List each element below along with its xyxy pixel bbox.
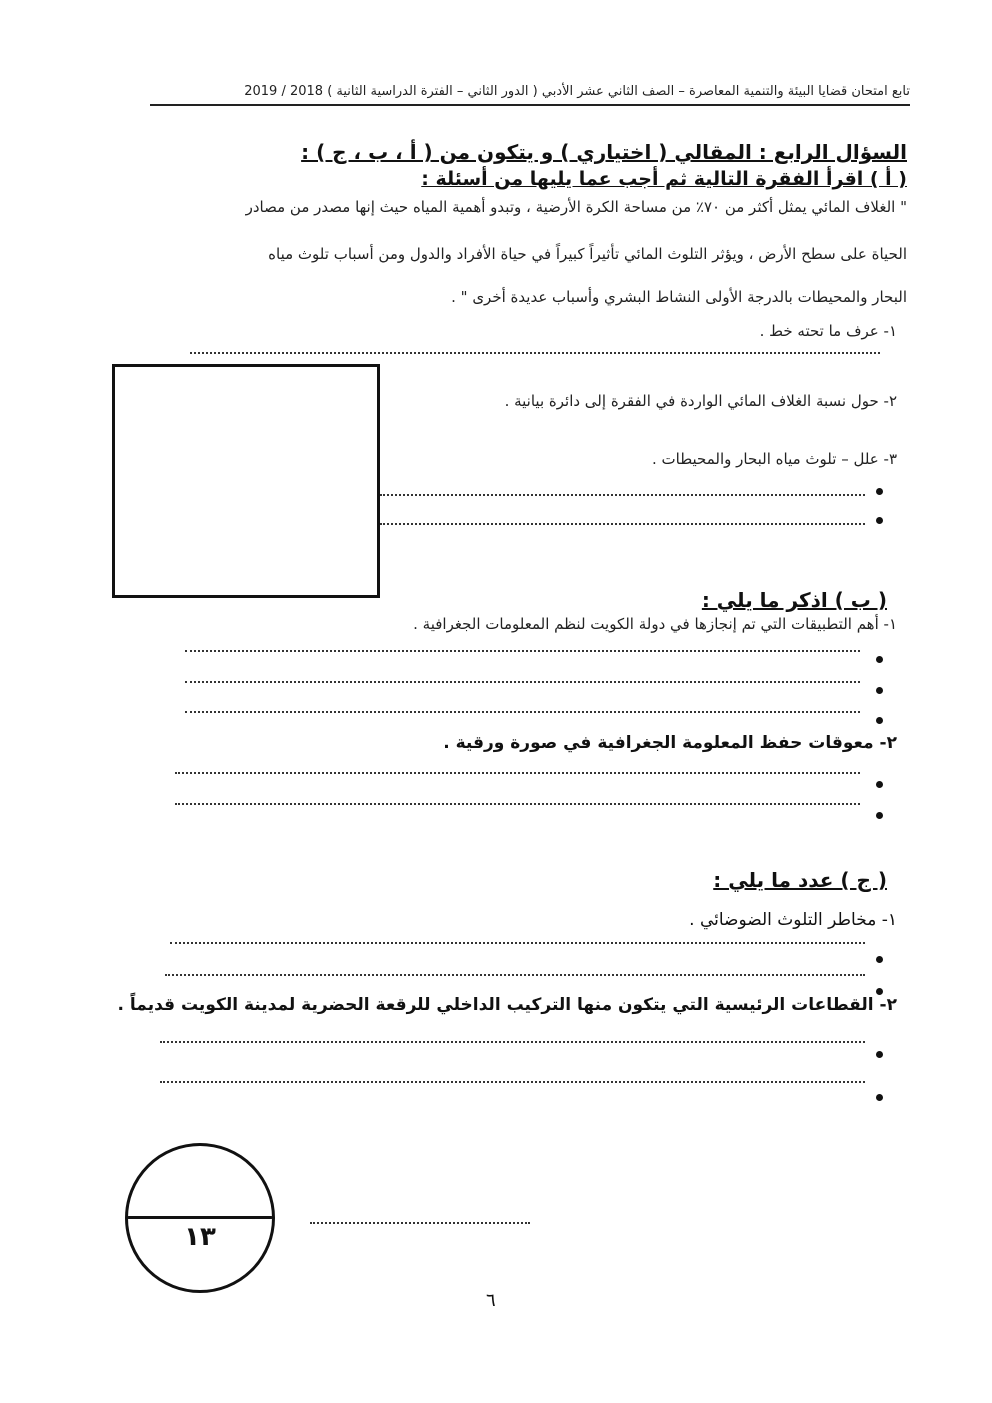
section-a-title: ( أ ) اقرأ الفقرة التالية ثم أجب عما يليها من أسئلة :	[421, 168, 907, 190]
score-entry-line[interactable]	[310, 1222, 530, 1224]
bullet-icon	[876, 717, 883, 724]
answer-line[interactable]	[170, 942, 865, 944]
section-c-title: ( ج ) عدد ما يلي :	[713, 868, 887, 892]
answer-line[interactable]	[175, 772, 860, 774]
section-b-q2: ٢- معوقات حفظ المعلومة الجغرافية في صورة ورقية .	[443, 733, 897, 753]
answer-line[interactable]	[380, 523, 865, 525]
answer-line[interactable]	[185, 711, 860, 713]
score-divider	[128, 1216, 272, 1219]
answer-line[interactable]	[190, 352, 880, 354]
header-divider	[150, 104, 910, 106]
bullet-icon	[876, 687, 883, 694]
paragraph-line-1: " الغلاف المائي يمثل أكثر من ٧٠٪ من مساحة الكرة الأرضية ، وتبدو أهمية المياه حيث إنها مصدر من مصادر	[245, 198, 907, 216]
score-circle	[125, 1143, 275, 1293]
bullet-icon	[876, 488, 883, 495]
bullet-icon	[876, 1051, 883, 1058]
section-b-q1: ١- أهم التطبيقات التي تم إنجازها في دولة الكويت لنظم المعلومات الجغرافية .	[413, 615, 897, 633]
question-title: السؤال الرابع : المقالي ( اختياري ) و يتكون من ( أ ، ب ، ج ) :	[301, 140, 907, 164]
answer-line[interactable]	[175, 803, 860, 805]
answer-line[interactable]	[380, 494, 865, 496]
bullet-icon	[876, 988, 883, 995]
answer-line[interactable]	[160, 1081, 865, 1083]
pie-chart-answer-box[interactable]	[112, 364, 380, 598]
section-c-q2: ٢- القطاعات الرئيسية التي يتكون منها التركيب الداخلي للرقعة الحضرية لمدينة الكويت قديماً .	[117, 995, 897, 1015]
answer-line[interactable]	[160, 1041, 865, 1043]
section-a-q2: ٢- حول نسبة الغلاف المائي الواردة في الفقرة إلى دائرة بيانية .	[504, 392, 897, 410]
answer-line[interactable]	[185, 650, 860, 652]
bullet-icon	[876, 1094, 883, 1101]
bullet-icon	[876, 781, 883, 788]
bullet-icon	[876, 956, 883, 963]
exam-header: تابع امتحان قضايا البيئة والتنمية المعاصرة – الصف الثاني عشر الأدبي ( الدور الثاني – الفترة الدراسية الثانية ) 2018 / 2019	[244, 84, 910, 99]
section-a-q1: ١- عرف ما تحته خط .	[759, 322, 897, 340]
section-c-q1: ١- مخاطر التلوث الضوضائي .	[689, 910, 897, 930]
paragraph-line-2: الحياة على سطح الأرض ، ويؤثر التلوث المائي تأثيراً كبيراً في حياة الأفراد والدول ومن أسباب تلوث مياه	[268, 245, 907, 263]
score-value: ١٣	[184, 1222, 216, 1252]
bullet-icon	[876, 812, 883, 819]
answer-line[interactable]	[165, 974, 865, 976]
paragraph-line-3: البحار والمحيطات بالدرجة الأولى النشاط البشري وأسباب عديدة أخرى " .	[451, 288, 907, 306]
bullet-icon	[876, 656, 883, 663]
page-number: ٦	[486, 1290, 496, 1311]
answer-line[interactable]	[185, 681, 860, 683]
bullet-icon	[876, 517, 883, 524]
section-b-title: ( ب ) اذكر ما يلي :	[701, 588, 887, 612]
section-a-q3: ٣- علل – تلوث مياه البحار والمحيطات .	[651, 450, 897, 468]
